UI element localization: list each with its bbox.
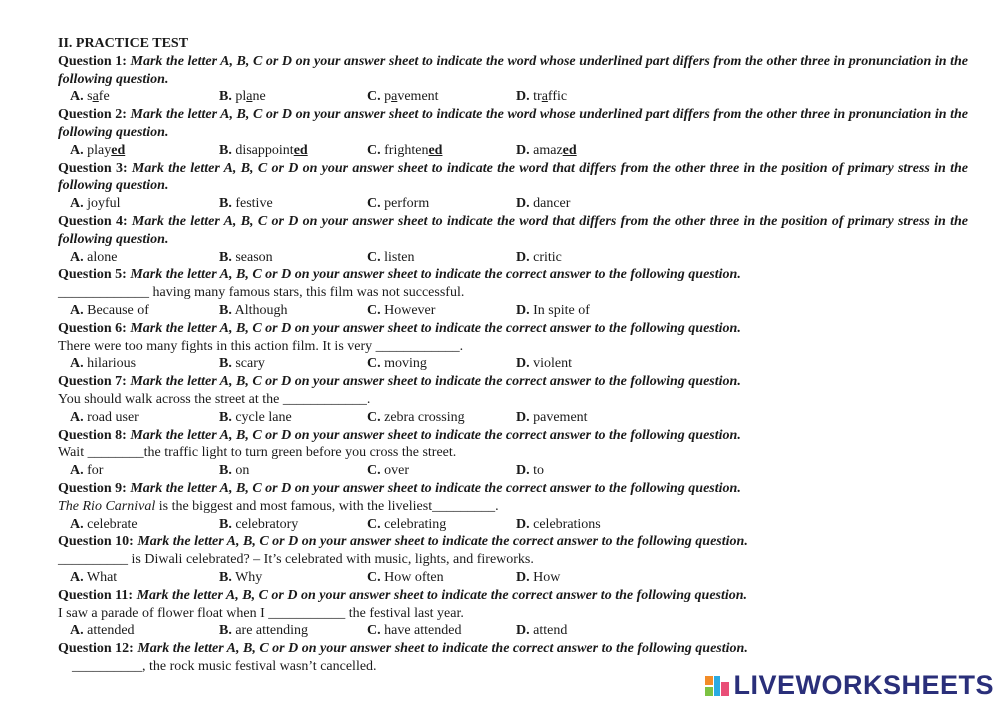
option-text: road user (87, 409, 139, 425)
option-letter: B. (219, 516, 232, 532)
stem-text: Wait ________the traffic light to turn green before you cross the street. (58, 445, 457, 461)
option-text: attended (87, 623, 135, 639)
option-text: zebra crossing (384, 409, 465, 425)
option-letter: A. (70, 409, 84, 425)
option-letter: C. (367, 569, 381, 585)
option-text: alone (87, 249, 118, 265)
answer-option[interactable] (516, 622, 567, 640)
options-row (58, 462, 968, 480)
answer-option[interactable] (367, 88, 439, 106)
question-list (58, 53, 968, 676)
question-block (58, 587, 968, 640)
question-instruction (58, 160, 968, 196)
instruction-text: Mark the letter A, B, C or D on your answer sheet to indicate the correct answer to the following question. (136, 587, 748, 603)
option-letter: A. (70, 302, 84, 318)
answer-option[interactable] (219, 355, 265, 373)
options-row (58, 249, 968, 267)
stem-italic-text: The Rio Carnival (58, 498, 156, 514)
question-number: Question 4: (58, 213, 128, 229)
option-letter: B. (219, 302, 232, 318)
answer-option[interactable] (367, 569, 444, 587)
underlined-part: ed (111, 142, 126, 158)
instruction-text: Mark the letter A, B, C or D on your answer sheet to indicate the correct answer to the following question. (130, 320, 741, 336)
underlined-part: ed (293, 142, 308, 158)
question-instruction (58, 106, 968, 142)
option-letter: B. (219, 623, 232, 639)
answer-option[interactable] (516, 355, 572, 373)
option-text: celebrations (533, 516, 601, 532)
option-text-tail: vement (397, 89, 439, 105)
instruction-text: Mark the letter A, B, C or D on your answer sheet to indicate the correct answer to the following question. (130, 267, 741, 283)
option-text: dancer (533, 196, 571, 212)
option-text: over (384, 463, 410, 479)
option-text: scary (235, 356, 265, 372)
option-letter: C. (367, 463, 381, 479)
answer-option[interactable] (219, 142, 308, 160)
question-number: Question 3: (58, 160, 128, 176)
answer-option[interactable] (219, 195, 273, 213)
option-text: joyful (87, 196, 121, 212)
instruction-text: Mark the letter A, B, C or D on your answer sheet to indicate the word whose underlined part differs from the other three in pronunciation in the following question. (58, 53, 969, 87)
instruction-text: Mark the letter A, B, C or D on your answer sheet to indicate the correct answer to the following question. (130, 374, 741, 390)
option-letter: D. (516, 463, 530, 479)
question-instruction (58, 640, 968, 658)
section-heading: II. PRACTICE TEST (58, 36, 189, 51)
option-letter: C. (367, 409, 381, 425)
option-text: perform (384, 196, 430, 212)
option-text: Although (234, 302, 288, 318)
answer-option[interactable] (367, 142, 442, 160)
option-text: hilarious (87, 356, 137, 372)
question-block (58, 533, 968, 586)
options-row (58, 409, 968, 427)
option-text-tail: ne (252, 89, 266, 105)
option-letter: B. (219, 196, 232, 212)
answer-option[interactable] (70, 142, 125, 160)
question-number: Question 5: (58, 267, 127, 283)
answer-option[interactable] (219, 462, 249, 480)
option-letter: C. (367, 623, 381, 639)
question-stem (58, 338, 968, 356)
option-text: amaz (533, 142, 563, 158)
underlined-part: a (391, 89, 398, 105)
question-number: Question 7: (58, 374, 127, 390)
option-text: celebrating (384, 516, 447, 532)
answer-option[interactable] (219, 302, 287, 320)
option-text: Because of (87, 302, 149, 318)
question-stem (58, 284, 968, 302)
option-text: season (235, 249, 273, 265)
underlined-part: a (541, 89, 548, 105)
answer-option[interactable] (219, 88, 266, 106)
answer-option[interactable] (367, 302, 435, 320)
answer-option[interactable] (70, 409, 139, 427)
option-text: celebratory (235, 516, 299, 532)
options-row (58, 355, 968, 373)
option-letter: C. (367, 142, 381, 158)
underlined-part: a (92, 89, 99, 105)
option-text: moving (384, 356, 427, 372)
question-instruction (58, 266, 968, 284)
option-text: on (235, 463, 250, 479)
options-row (58, 622, 968, 640)
option-letter: C. (367, 249, 381, 265)
question-block (58, 213, 968, 266)
option-text: In spite of (533, 302, 590, 318)
option-text: Why (235, 569, 263, 585)
option-letter: D. (516, 142, 530, 158)
options-row (58, 569, 968, 587)
option-text: What (86, 569, 118, 585)
option-text: disappoint (235, 142, 294, 158)
option-text: How often (384, 569, 444, 585)
option-text: listen (384, 249, 415, 265)
brand-text: LIVEWORKSHEETS (733, 670, 994, 700)
option-letter: B. (219, 569, 232, 585)
answer-option[interactable] (70, 516, 138, 534)
instruction-text: Mark the letter A, B, C or D on your answer sheet to indicate the correct answer to the following question. (130, 480, 741, 496)
answer-option[interactable] (516, 569, 560, 587)
option-text: are attending (235, 623, 309, 639)
option-letter: A. (70, 569, 84, 585)
answer-option[interactable] (516, 249, 562, 267)
question-block (58, 427, 968, 480)
question-number: Question 2: (58, 107, 127, 123)
option-text: have attended (384, 623, 462, 639)
question-stem (58, 551, 968, 569)
question-block (58, 53, 968, 106)
options-row (58, 195, 968, 213)
worksheet (58, 35, 968, 676)
option-letter: D. (516, 356, 530, 372)
option-text: critic (533, 249, 562, 265)
question-stem (58, 605, 968, 623)
question-number: Question 1: (58, 53, 127, 69)
instruction-text: Mark the letter A, B, C or D on your answer sheet to indicate the word that differs from the other three in the position of primary stress in the following question. (58, 213, 968, 247)
question-number: Question 12: (58, 641, 134, 657)
option-letter: C. (367, 302, 381, 318)
option-text: How (533, 569, 561, 585)
answer-option[interactable] (367, 622, 461, 640)
option-letter: B. (219, 356, 232, 372)
question-instruction (58, 587, 968, 605)
underlined-part: a (246, 89, 253, 105)
option-letter: D. (516, 569, 530, 585)
answer-option[interactable] (516, 142, 577, 160)
options-row (58, 88, 968, 106)
option-text: to (533, 463, 545, 479)
option-text: p (384, 89, 392, 105)
answer-option[interactable] (516, 302, 590, 320)
answer-option[interactable] (516, 462, 544, 480)
option-text-tail: fe (98, 89, 110, 105)
answer-option[interactable] (367, 409, 465, 427)
option-letter: D. (516, 89, 530, 105)
liveworksheets-logo[interactable] (705, 670, 994, 701)
answer-option[interactable] (219, 516, 298, 534)
question-stem (58, 498, 968, 516)
option-letter: D. (516, 196, 530, 212)
option-text: festive (235, 196, 273, 212)
question-number: Question 9: (58, 480, 127, 496)
question-block (58, 320, 968, 373)
option-letter: B. (219, 249, 232, 265)
option-letter: B. (219, 142, 232, 158)
option-letter: B. (219, 463, 232, 479)
option-letter: A. (70, 516, 84, 532)
option-letter: D. (516, 516, 530, 532)
answer-option[interactable] (219, 622, 308, 640)
answer-option[interactable] (219, 249, 273, 267)
option-text: for (87, 463, 104, 479)
option-letter: A. (70, 623, 84, 639)
question-stem (58, 444, 968, 462)
answer-option[interactable] (219, 409, 292, 427)
question-block (58, 160, 968, 213)
option-letter: D. (516, 302, 530, 318)
option-text: celebrate (87, 516, 138, 532)
option-letter: B. (219, 89, 232, 105)
option-letter: A. (70, 196, 84, 212)
answer-option[interactable] (70, 249, 117, 267)
question-instruction (58, 320, 968, 338)
stem-text: I saw a parade of flower float when I ___________ the festival last year. (58, 605, 464, 621)
options-row (58, 302, 968, 320)
question-number: Question 6: (58, 320, 127, 336)
question-number: Question 10: (58, 534, 134, 550)
answer-option[interactable] (70, 355, 136, 373)
underlined-part: ed (428, 142, 443, 158)
option-letter: D. (516, 623, 530, 639)
instruction-text: Mark the letter A, B, C or D on your answer sheet to indicate the correct answer to the following question. (137, 641, 748, 657)
question-instruction (58, 480, 968, 498)
question-instruction (58, 533, 968, 551)
question-block (58, 266, 968, 319)
option-letter: A. (70, 142, 84, 158)
question-instruction (58, 213, 968, 249)
stem-text: __________, the rock music festival wasn’t cancelled. (58, 658, 377, 674)
option-text: pavement (533, 409, 588, 425)
option-letter: C. (367, 516, 381, 532)
stem-text: is the biggest and most famous, with the liveliest_________. (155, 498, 499, 514)
question-number: Question 11: (58, 587, 134, 603)
question-instruction (58, 53, 968, 89)
option-text: However (384, 302, 436, 318)
option-letter: A. (70, 356, 84, 372)
options-row (58, 142, 968, 160)
option-letter: C. (367, 356, 381, 372)
answer-option[interactable] (516, 88, 567, 106)
answer-option[interactable] (70, 195, 121, 213)
question-block (58, 106, 968, 159)
answer-option[interactable] (516, 516, 601, 534)
option-text: frighten (384, 142, 429, 158)
answer-option[interactable] (70, 302, 149, 320)
answer-option[interactable] (367, 516, 446, 534)
answer-option[interactable] (516, 195, 570, 213)
option-text: pl (235, 89, 247, 105)
option-letter: C. (367, 196, 381, 212)
option-text: tr (533, 89, 542, 105)
option-letter: D. (516, 249, 530, 265)
stem-text: __________ is Diwali celebrated? – It’s celebrated with music, lights, and fireworks. (58, 552, 534, 568)
option-letter: A. (70, 249, 84, 265)
stem-text: You should walk across the street at the ____________. (58, 391, 371, 407)
question-number: Question 8: (58, 427, 127, 443)
answer-option[interactable] (516, 409, 588, 427)
answer-option[interactable] (367, 249, 414, 267)
underlined-part: ed (562, 142, 577, 158)
question-block (58, 373, 968, 426)
option-letter: B. (219, 409, 232, 425)
answer-option[interactable] (70, 88, 110, 106)
option-text-tail: ffic (547, 89, 568, 105)
instruction-text: Mark the letter A, B, C or D on your answer sheet to indicate the word that differs from the other three in the position of primary stress in the following question. (58, 160, 968, 194)
stem-text: There were too many fights in this action film. It is very ____________. (58, 338, 464, 354)
stem-text: _____________ having many famous stars, this film was not successful. (58, 285, 465, 301)
option-letter: C. (367, 89, 381, 105)
instruction-text: Mark the letter A, B, C or D on your answer sheet to indicate the correct answer to the following question. (130, 427, 741, 443)
option-letter: A. (70, 463, 84, 479)
answer-option[interactable] (367, 195, 429, 213)
question-block (58, 480, 968, 533)
liveworksheets-logo-icon (705, 674, 729, 698)
answer-option[interactable] (219, 569, 262, 587)
answer-option[interactable] (70, 622, 135, 640)
option-text: cycle lane (235, 409, 292, 425)
option-letter: A. (70, 89, 84, 105)
option-text: s (87, 89, 93, 105)
question-instruction (58, 373, 968, 391)
option-letter: D. (516, 409, 530, 425)
options-row (58, 516, 968, 534)
question-instruction (58, 427, 968, 445)
answer-option[interactable] (70, 569, 117, 587)
answer-option[interactable] (367, 355, 427, 373)
option-text: attend (533, 623, 568, 639)
question-stem (58, 391, 968, 409)
answer-option[interactable] (367, 462, 409, 480)
instruction-text: Mark the letter A, B, C or D on your answer sheet to indicate the correct answer to the following question. (137, 534, 748, 550)
option-text: violent (533, 356, 573, 372)
answer-option[interactable] (70, 462, 103, 480)
option-text: play (87, 142, 112, 158)
instruction-text: Mark the letter A, B, C or D on your answer sheet to indicate the word whose underlined part differs from the other three in pronunciation in the following question. (58, 107, 969, 140)
